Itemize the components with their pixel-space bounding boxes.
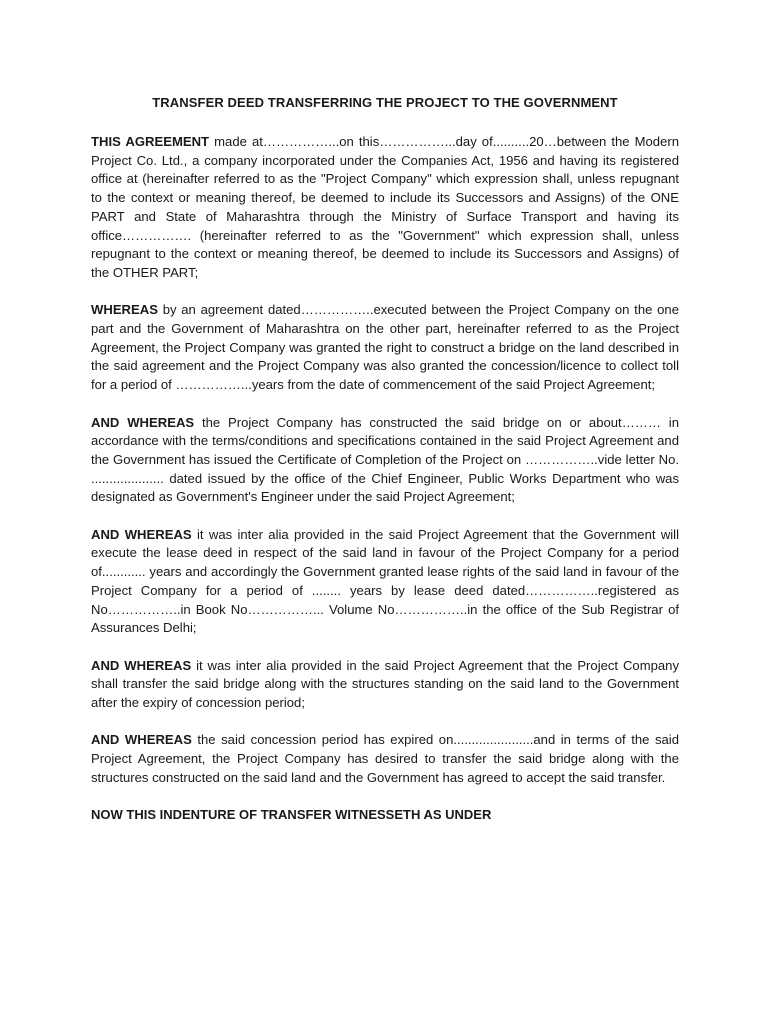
paragraph-lead: WHEREAS bbox=[91, 302, 158, 318]
closing-heading: NOW THIS INDENTURE OF TRANSFER WITNESSETH AS UNDER bbox=[91, 807, 492, 823]
whereas-paragraph-5 bbox=[91, 731, 679, 787]
paragraph-text: by an agreement dated……………..executed between the Project Company on the one part and the Government of Maharashtra on the other part, hereinafter referred to as the Project Agreement, the Project Company was granted the right to construct a bridge on the land described in the said agreement and the Project Company was also granted the concession/licence to collect toll for a period of ……………...years from the date of commencement of the said Project Agreement; bbox=[91, 302, 679, 393]
whereas-paragraph-2 bbox=[91, 414, 679, 508]
paragraph-lead: AND WHEREAS bbox=[91, 414, 195, 430]
agreement-paragraph bbox=[91, 133, 679, 283]
paragraph-lead: AND WHEREAS bbox=[91, 657, 192, 673]
whereas-paragraph-3 bbox=[91, 526, 679, 638]
paragraph-text: it was inter alia provided in the said Project Agreement that the Government will execute the lease deed in respect of the said land in favour of the Project Company for a period of............ years and accordingly the Government granted lease rights of the said land in favour of the Project Company for a period of ........ years by lease deed dated……………..registered as No……………..in Book No……………... Volume No……………..in the office of the Sub Registrar of Assurances Delhi; bbox=[91, 526, 680, 636]
whereas-paragraph-4 bbox=[91, 657, 679, 713]
whereas-paragraph-1 bbox=[91, 301, 679, 395]
document-page bbox=[91, 94, 679, 825]
paragraph-lead: AND WHEREAS bbox=[91, 526, 192, 542]
paragraph-text: the Project Company has constructed the said bridge on or about……… in accordance with the terms/conditions and specifications contained in the said Project Agreement and the Government has issued the Certificate of Completion of the Project on ……………..vide letter No. .................... dated issued by the office of the Chief Engineer, Public Works Department who was designated as Government's Engineer under the said Project Agreement; bbox=[91, 414, 680, 505]
paragraph-text: it was inter alia provided in the said Project Agreement that the Project Company shall transfer the said bridge along with the structures standing on the said land to the Government after the expiry of concession period; bbox=[91, 657, 680, 711]
paragraph-lead: THIS AGREEMENT bbox=[91, 134, 210, 149]
document-title: TRANSFER DEED TRANSFERRING THE PROJECT TO THE GOVERNMENT bbox=[152, 95, 618, 110]
paragraph-text: the said concession period has expired on......................and in terms of the said Project Agreement, the Project Company has desired to transfer the said bridge along with the structures constructed on the said land and the Government has agreed to accept the said transfer. bbox=[91, 732, 679, 785]
paragraph-lead: AND WHEREAS bbox=[91, 732, 192, 748]
paragraph-text: made at……………...on this……………...day of..........20…between the Modern Project Co. Ltd., a company incorporated under the Companies Act, 1956 and having its registered office at (hereinafter referred to as the "Project Company" which expression shall, unless repugnant to the context or meaning thereof, be deemed to include its Successors and Assigns) of the ONE PART and State of Maharashtra through the Ministry of Surface Transport and having its office……………. (hereinafter referred to as the "Government" which expression shall, unless repugnant to the context or meaning thereof, be deemed to include its Successors and Assigns) of the OTHER PART; bbox=[91, 134, 679, 280]
